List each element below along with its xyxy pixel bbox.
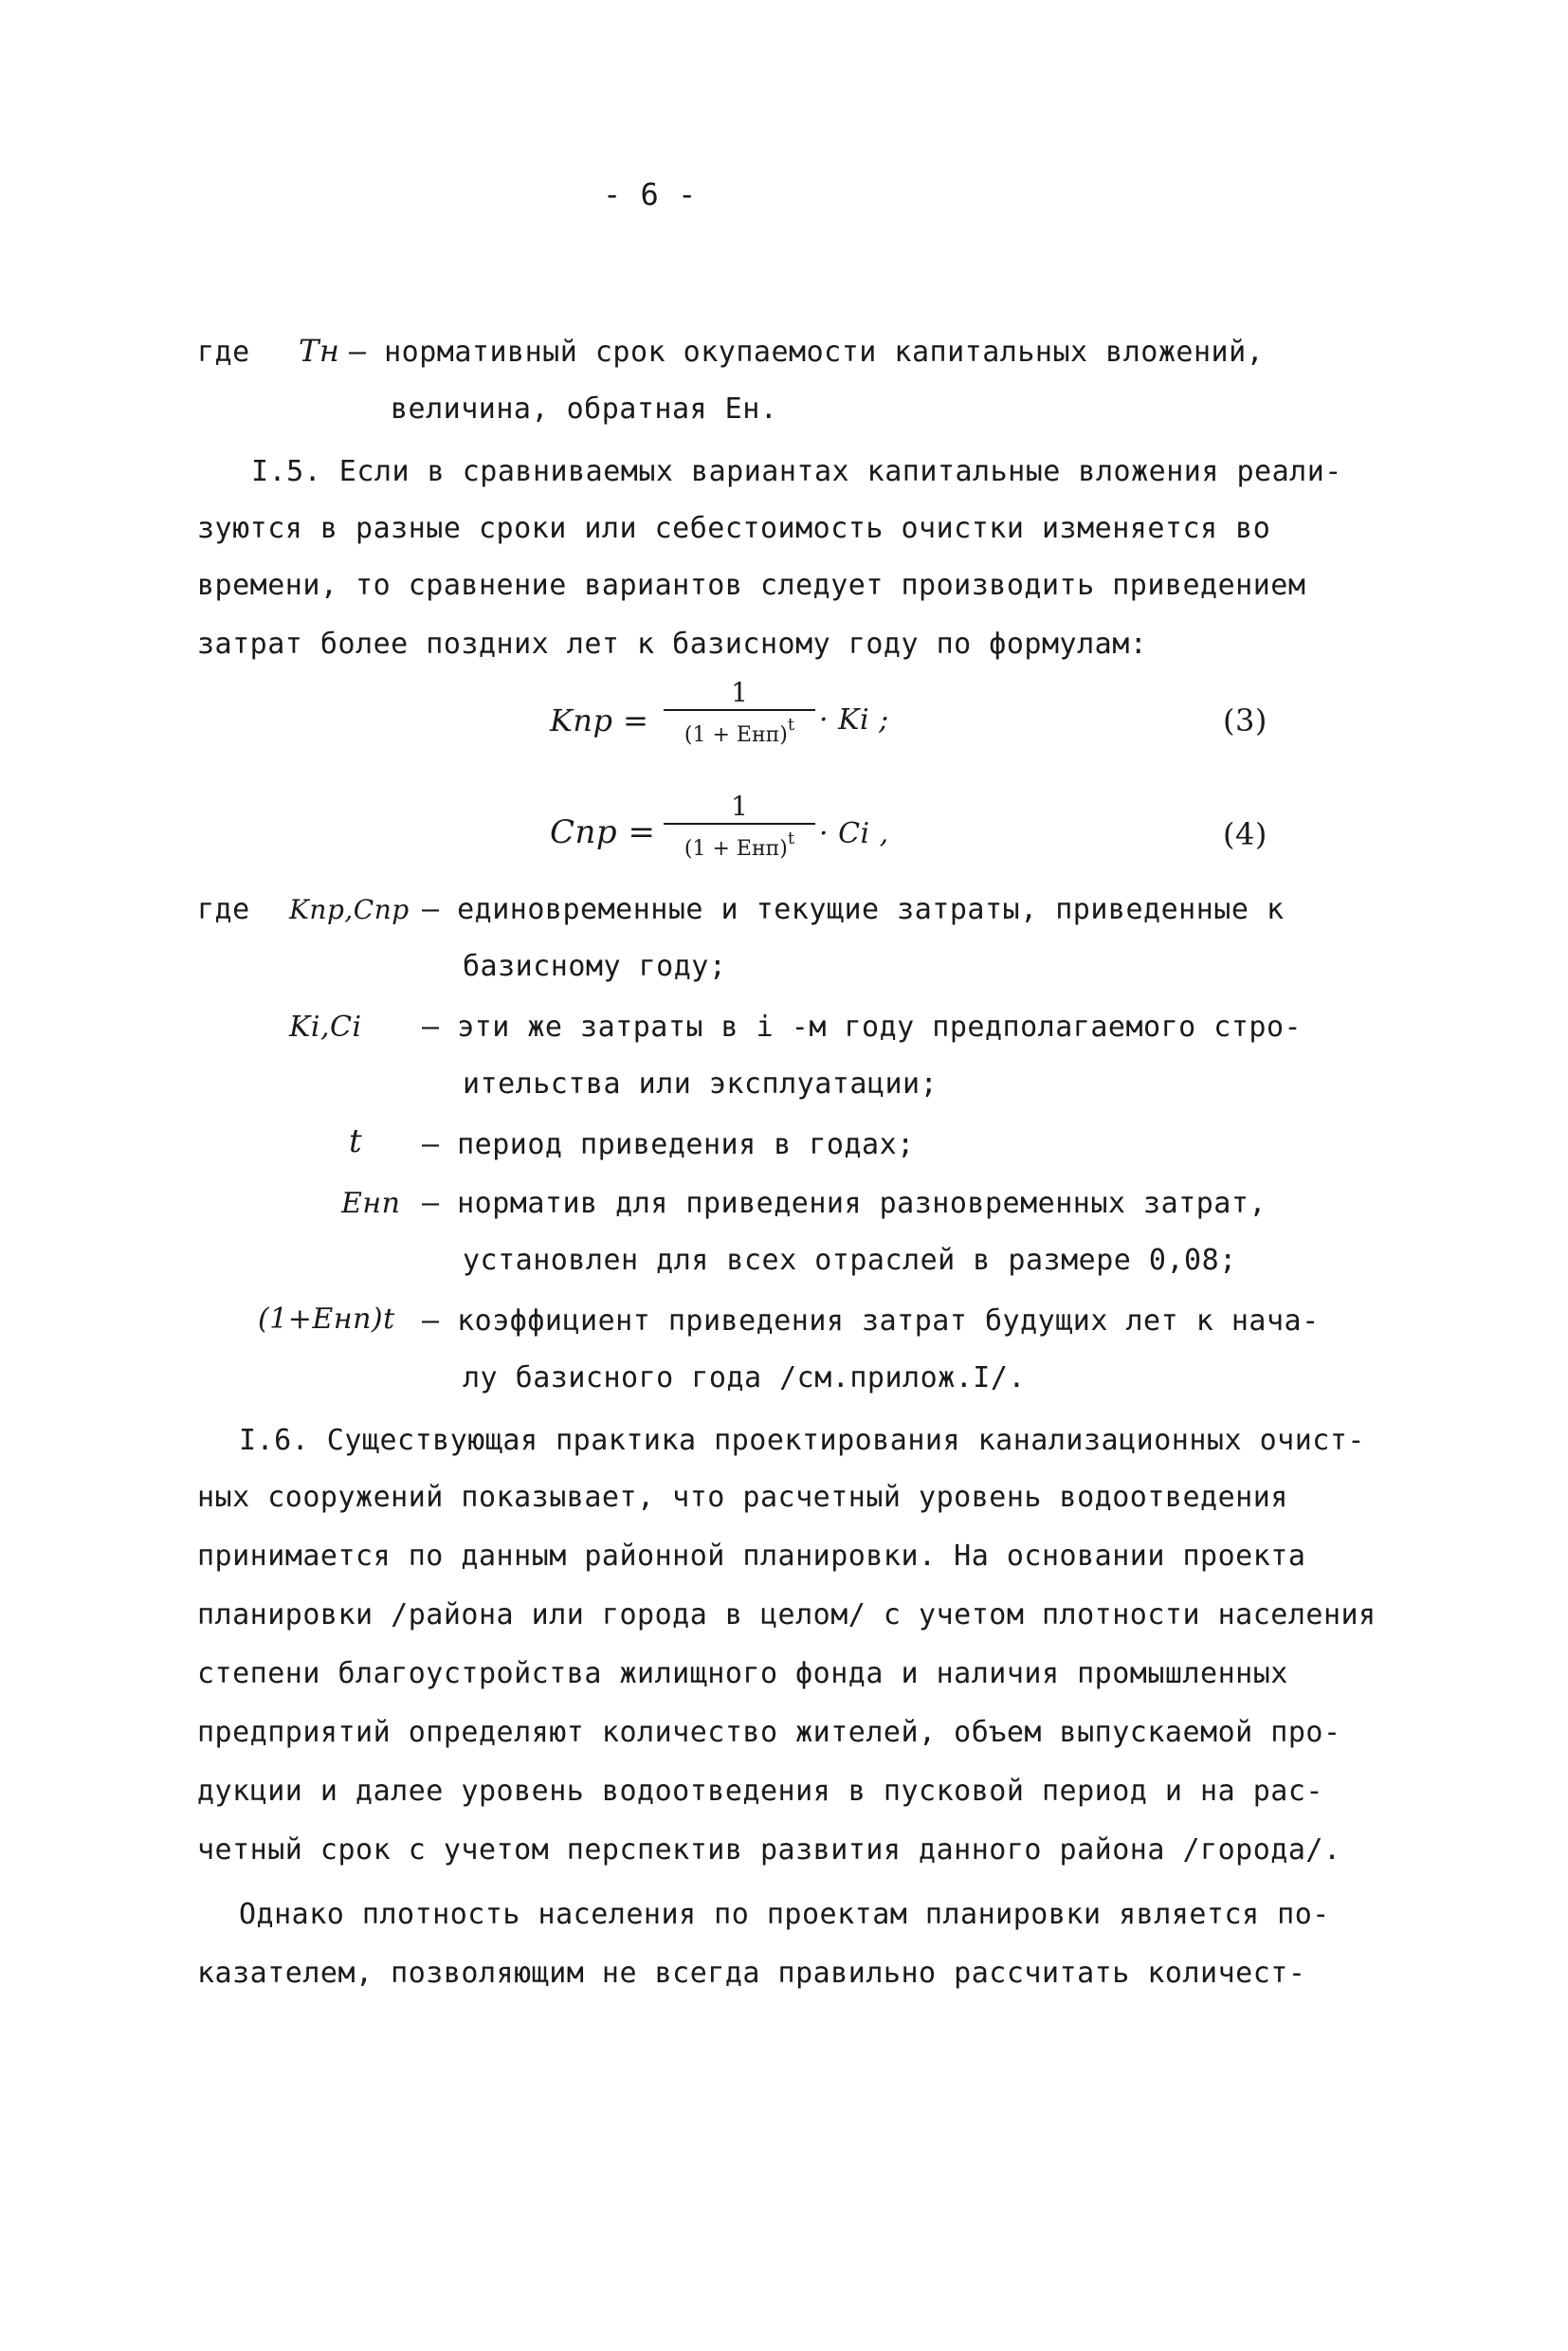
def-line: – единовременные и текущие затраты, приведенные к: [422, 893, 1285, 926]
formula3-numerator: 1: [731, 677, 748, 708]
para15-line: затрат более поздних лет к базисному году по формулам:: [197, 628, 1148, 661]
tn-definition-line1: – нормативный срок окупаемости капитальных вложений,: [349, 336, 1265, 369]
def-line: установлен для всех отраслей в размере 0,08;: [463, 1244, 1237, 1277]
para16-line: четный срок с учетом перспектив развития данного района /города/.: [197, 1833, 1341, 1867]
formula3-rhs: · Ki ;: [819, 703, 889, 737]
symbol-coefficient: (1+Енп)t: [258, 1303, 395, 1336]
formula4-rhs: · Ci ,: [819, 817, 889, 850]
symbol-t: t: [349, 1122, 363, 1160]
formula4-fraction: [664, 791, 815, 864]
formula3-fraction: [664, 677, 815, 750]
para16-line: ных сооружений показывает, что расчетный уровень водоотведения: [197, 1481, 1288, 1514]
def-line: базисному году;: [463, 950, 727, 983]
def-line: – коэффициент приведения затрат будущих лет к нача-: [422, 1304, 1320, 1338]
para-last-line: Однако плотность населения по проектам планировки является по-: [239, 1898, 1330, 1931]
para-last-line: казателем, позволяющим не всегда правильно рассчитать количест-: [197, 1957, 1306, 1990]
symbol-enp: Енп: [341, 1187, 401, 1220]
formula3-lhs: Kпр =: [550, 702, 649, 738]
symbol-kpr-cpr: Kпр,Cпр: [289, 894, 410, 925]
tn-definition-line2: величина, обратная Ен.: [391, 392, 778, 426]
para16-line: I.6. Существующая практика проектирования канализационных очист-: [239, 1424, 1365, 1457]
para16-line: принимается по данным районной планировки. На основании проекта: [197, 1540, 1306, 1573]
def-line: лу базисного года /см.прилож.I/.: [463, 1361, 1026, 1394]
para16-line: предприятий определяют количество жителей, объем выпускаемой про-: [197, 1716, 1341, 1749]
para16-line: планировки /района или города в целом/ с учетом плотности населения: [197, 1598, 1377, 1631]
def-line: – норматив для приведения разновременных затрат,: [422, 1187, 1267, 1220]
formula4-denominator: (1 + Енп)$^t$: [684, 829, 795, 861]
formula3-denominator: (1 + Енп)$^t$: [684, 715, 795, 747]
formula4-lhs: Cпр =: [550, 813, 656, 851]
formula4-numerator: 1: [731, 791, 748, 822]
para15-line: времени, то сравнение вариантов следует производить приведением: [197, 569, 1306, 602]
para15-line: I.5. Если в сравниваемых вариантах капитальные вложения реали-: [251, 455, 1342, 488]
para16-line: степени благоустройства жилищного фонда и наличия промышленных: [197, 1657, 1288, 1690]
symbol-tn: Тн: [299, 333, 340, 369]
para16-line: дукции и далее уровень водоотведения в пусковой период и на рас-: [197, 1775, 1323, 1808]
formula4-number: (4): [1223, 816, 1267, 852]
def-line: – эти же затраты в i -м году предполагаемого стро-: [422, 1011, 1303, 1044]
formula3-number: (3): [1223, 702, 1267, 738]
where-label-1: где: [197, 336, 250, 369]
where-label-2: где: [197, 893, 250, 926]
symbol-ki-ci: Ki,Ci: [289, 1011, 362, 1044]
def-line: ительства или эксплуатации;: [463, 1067, 939, 1101]
para15-line: зуются в разные сроки или себестоимость очистки изменяется во: [197, 512, 1271, 545]
page-number: - 6 -: [603, 176, 697, 212]
def-line: – период приведения в годах;: [422, 1128, 915, 1161]
